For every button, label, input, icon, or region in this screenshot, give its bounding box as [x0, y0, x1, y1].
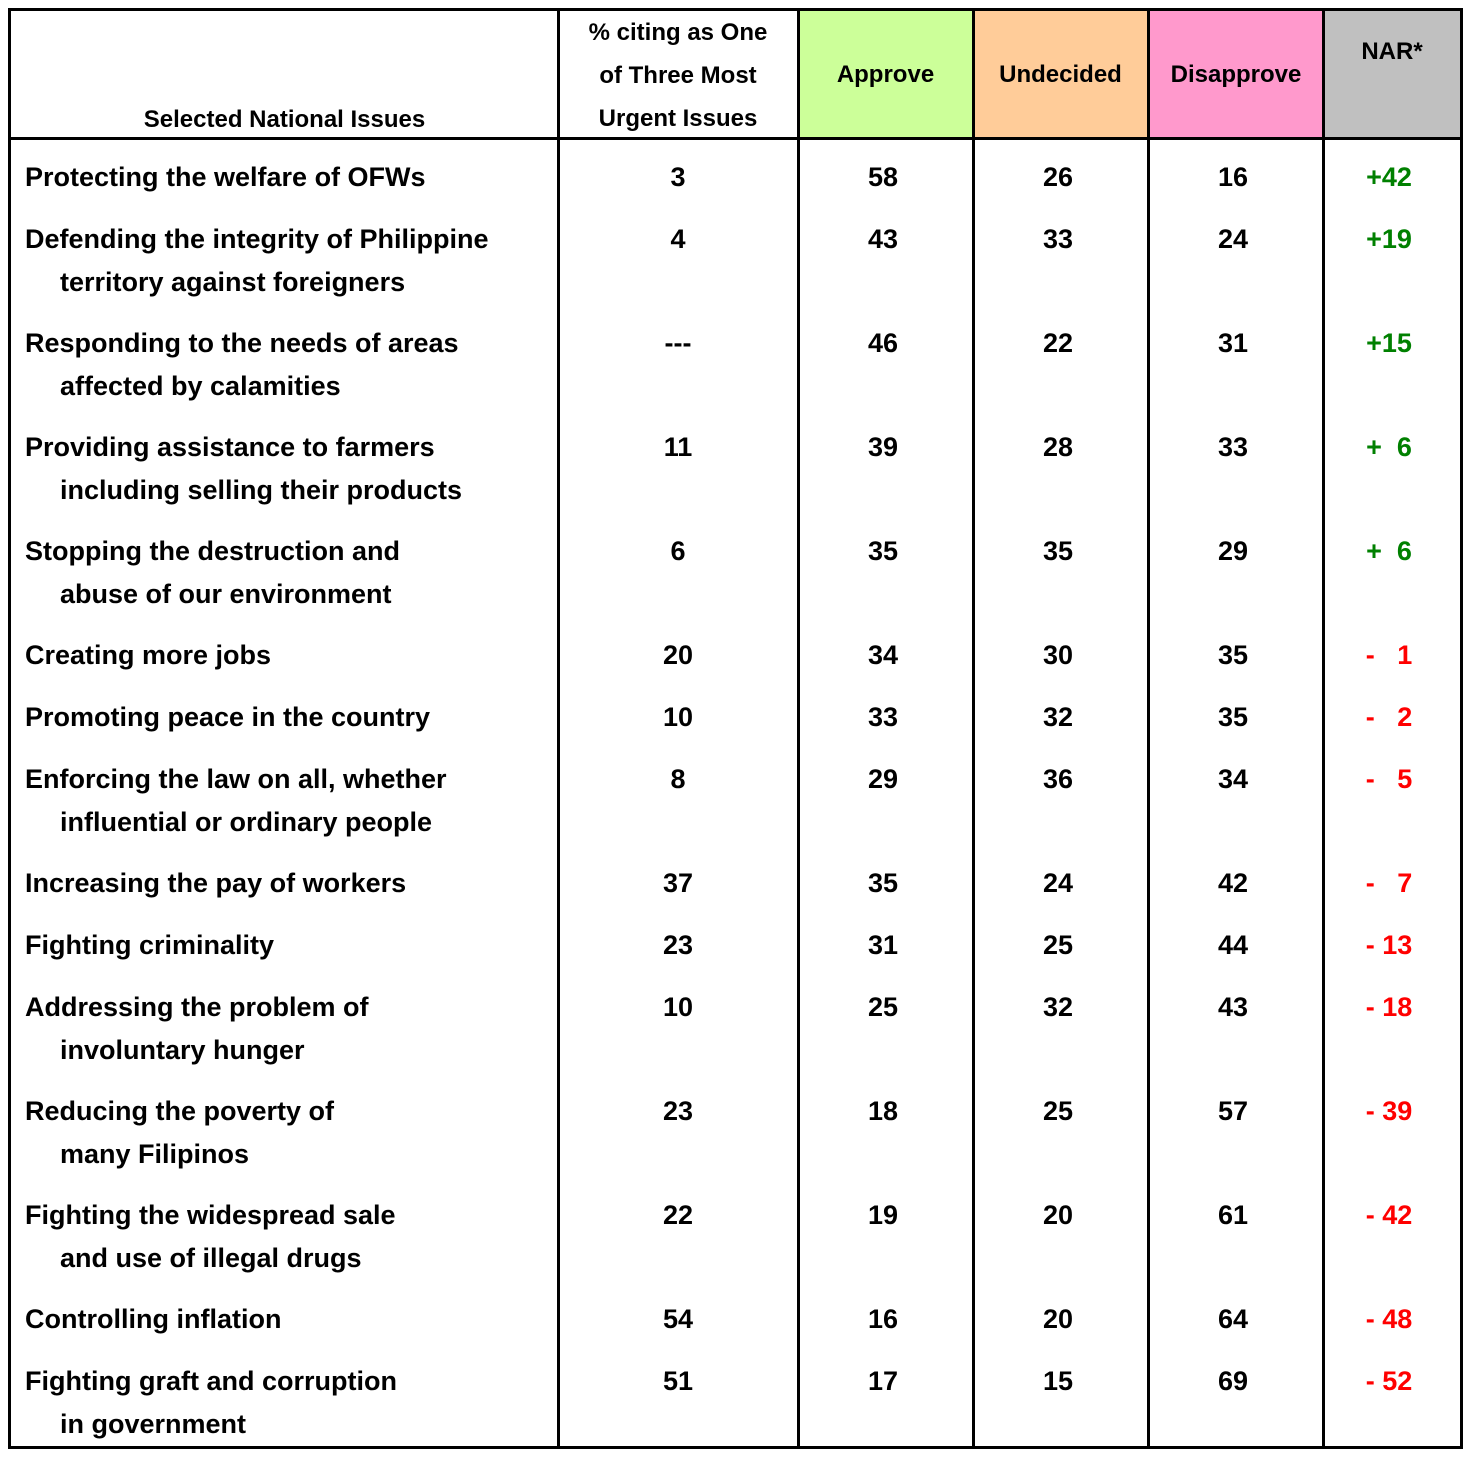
issue-line-2: involuntary hunger	[60, 1035, 305, 1065]
issue-label	[25, 696, 555, 739]
issue-line-1: Protecting the welfare of OFWs	[25, 162, 426, 192]
issue-line-1: Fighting the widespread sale	[25, 1200, 396, 1230]
nar-value: - 42	[1365, 1200, 1413, 1230]
urgent-value: 3	[670, 162, 686, 192]
disapprove-value: 61	[1217, 1200, 1249, 1230]
issue-line-1: Responding to the needs of areas	[25, 328, 459, 358]
undecided-value: 33	[1042, 224, 1074, 254]
issue-line-1: Providing assistance to farmers	[25, 432, 435, 462]
table-row	[11, 218, 1460, 304]
issue-line-2: and use of illegal drugs	[60, 1243, 362, 1273]
issue-line-1: Defending the integrity of Philippine	[25, 224, 489, 254]
issue-line-2: abuse of our environment	[60, 579, 392, 609]
urgent-value: 54	[662, 1304, 694, 1334]
approve-value: 25	[867, 992, 899, 1022]
approve-value: 58	[867, 162, 899, 192]
undecided-value: 35	[1042, 536, 1074, 566]
nar-value: - 1	[1365, 640, 1413, 670]
disapprove-value: 34	[1217, 764, 1249, 794]
issue-line-1: Controlling inflation	[25, 1304, 282, 1334]
disapprove-value: 31	[1217, 328, 1249, 358]
undecided-value: 25	[1042, 930, 1074, 960]
issue-line-2: many Filipinos	[60, 1139, 250, 1169]
approve-value: 19	[867, 1200, 899, 1230]
issue-line-1: Increasing the pay of workers	[25, 868, 407, 898]
undecided-value: 36	[1042, 764, 1074, 794]
disapprove-value: 57	[1217, 1096, 1249, 1126]
nar-value: + 6	[1366, 432, 1412, 462]
nar-value: - 39	[1365, 1096, 1413, 1126]
approve-value: 46	[867, 328, 899, 358]
header-urgent-line-1: % citing as One	[588, 19, 768, 46]
disapprove-value: 33	[1217, 432, 1249, 462]
issue-line-2: territory against foreigners	[60, 267, 406, 297]
nar-value: +42	[1366, 162, 1412, 192]
undecided-value: 15	[1042, 1366, 1074, 1396]
disapprove-value: 29	[1217, 536, 1249, 566]
issue-line-2: affected by calamities	[60, 371, 341, 401]
header-approve	[798, 11, 973, 139]
issue-line-1: Promoting peace in the country	[25, 702, 431, 732]
undecided-value: 25	[1042, 1096, 1074, 1126]
nar-value: - 18	[1365, 992, 1413, 1022]
issue-label	[25, 862, 555, 905]
header-urgent-line-3: Urgent Issues	[598, 105, 758, 132]
issue-label	[25, 1194, 555, 1280]
issue-line-1: Addressing the problem of	[25, 992, 369, 1022]
table-row	[11, 986, 1460, 1072]
header-urgent	[558, 11, 798, 139]
approve-value: 35	[867, 868, 899, 898]
nar-value: + 6	[1366, 536, 1412, 566]
nar-value: +15	[1366, 328, 1412, 358]
disapprove-value: 24	[1217, 224, 1249, 254]
urgent-value: 23	[662, 1096, 694, 1126]
issue-line-1: Fighting graft and corruption	[25, 1366, 397, 1396]
header-issue-label: Selected National Issues	[143, 106, 426, 133]
header-nar-label: NAR*	[1361, 38, 1423, 65]
disapprove-value: 16	[1217, 162, 1249, 192]
header-undecided	[973, 11, 1148, 139]
header-approve-label: Approve	[836, 61, 935, 88]
urgent-value: 23	[662, 930, 694, 960]
issue-label	[25, 1090, 555, 1176]
nar-value: - 5	[1365, 764, 1413, 794]
approve-value: 39	[867, 432, 899, 462]
issue-label	[25, 924, 555, 967]
disapprove-value: 35	[1217, 640, 1249, 670]
issue-label	[25, 1360, 555, 1446]
approve-value: 35	[867, 536, 899, 566]
header-nar	[1324, 11, 1460, 139]
issue-label	[25, 322, 555, 408]
header-urgent-line-2: of Three Most	[599, 62, 757, 89]
undecided-value: 32	[1042, 702, 1074, 732]
undecided-value: 28	[1042, 432, 1074, 462]
nar-value: - 7	[1365, 868, 1413, 898]
urgent-value: ---	[664, 328, 692, 358]
urgent-value: 10	[662, 702, 694, 732]
urgent-value: 4	[670, 224, 686, 254]
issue-label	[25, 218, 555, 304]
urgent-value: 37	[662, 868, 694, 898]
undecided-value: 22	[1042, 328, 1074, 358]
issue-line-1: Reducing the poverty of	[25, 1096, 335, 1126]
table-row	[11, 1090, 1460, 1176]
undecided-value: 32	[1042, 992, 1074, 1022]
urgent-value: 11	[663, 432, 693, 462]
header-disapprove	[1148, 11, 1324, 139]
nar-value: - 2	[1365, 702, 1413, 732]
urgent-value: 6	[670, 536, 686, 566]
urgent-value: 20	[662, 640, 694, 670]
issue-label	[25, 1298, 555, 1341]
issue-line-1: Stopping the destruction and	[25, 536, 400, 566]
approve-value: 34	[867, 640, 899, 670]
table-row	[11, 758, 1460, 844]
urgent-value: 22	[662, 1200, 694, 1230]
approve-value: 43	[867, 224, 899, 254]
disapprove-value: 42	[1217, 868, 1249, 898]
undecided-value: 26	[1042, 162, 1074, 192]
nar-value: - 13	[1365, 930, 1413, 960]
issue-line-2: including selling their products	[60, 475, 463, 505]
approve-value: 17	[867, 1366, 899, 1396]
header-divider	[11, 137, 1460, 140]
header-undecided-label: Undecided	[999, 61, 1122, 88]
nar-value: - 48	[1365, 1304, 1413, 1334]
approve-value: 18	[867, 1096, 899, 1126]
urgent-value: 10	[662, 992, 694, 1022]
issue-label	[25, 426, 555, 512]
issue-line-2: in government	[60, 1409, 247, 1439]
issue-label	[25, 530, 555, 616]
disapprove-value: 64	[1217, 1304, 1249, 1334]
nar-value: +19	[1366, 224, 1412, 254]
disapprove-value: 44	[1217, 930, 1249, 960]
approve-value: 33	[867, 702, 899, 732]
table-row	[11, 1360, 1460, 1446]
disapprove-value: 69	[1217, 1366, 1249, 1396]
disapprove-value: 35	[1217, 702, 1249, 732]
header-issue	[11, 11, 558, 139]
issue-label	[25, 634, 555, 677]
approve-value: 29	[867, 764, 899, 794]
issue-line-1: Creating more jobs	[25, 640, 272, 670]
header-disapprove-label: Disapprove	[1170, 61, 1302, 88]
disapprove-value: 43	[1217, 992, 1249, 1022]
issue-label	[25, 156, 555, 199]
issue-line-1: Fighting criminality	[25, 930, 275, 960]
issue-line-1: Enforcing the law on all, whether	[25, 764, 447, 794]
table-row	[11, 322, 1460, 408]
urgent-value: 51	[662, 1366, 694, 1396]
undecided-value: 20	[1042, 1304, 1074, 1334]
undecided-value: 20	[1042, 1200, 1074, 1230]
approval-table	[8, 8, 1463, 1449]
table-row	[11, 426, 1460, 512]
issue-label	[25, 986, 555, 1072]
nar-value: - 52	[1365, 1366, 1413, 1396]
urgent-value: 8	[670, 764, 686, 794]
undecided-value: 30	[1042, 640, 1074, 670]
approve-value: 31	[867, 930, 899, 960]
table-row	[11, 1194, 1460, 1280]
undecided-value: 24	[1042, 868, 1074, 898]
issue-line-2: influential or ordinary people	[60, 807, 433, 837]
table-row	[11, 530, 1460, 616]
approve-value: 16	[867, 1304, 899, 1334]
issue-label	[25, 758, 555, 844]
